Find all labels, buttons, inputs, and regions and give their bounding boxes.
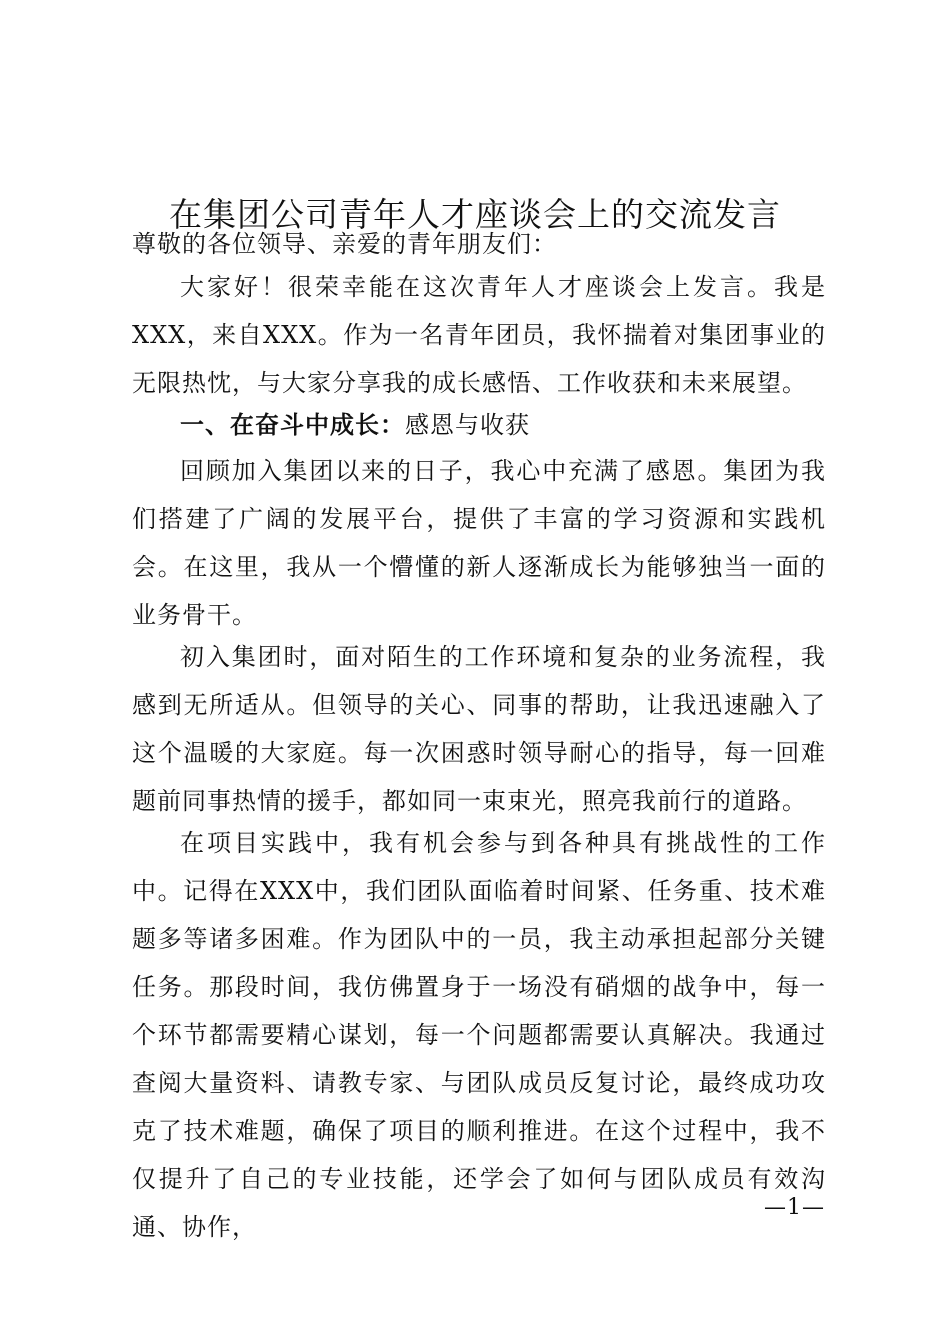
paragraph-1: 大家好！很荣幸能在这次青年人才座谈会上发言。我是XXX，来自XXX。作为一名青年团员，我怀揣着对集团事业的无限热忱，与大家分享我的成长感悟、工作收获和未来展望。 — [132, 273, 826, 397]
paragraph-4: 在项目实践中，我有机会参与到各种具有挑战性的工作中。记得在XXX中，我们团队面临着时间紧、任务重、技术难题多等诸多困难。作为团队中的一员，我主动承担起部分关键任务。那段时间，我仿佛置身于一场没有硝烟的战争中，每一个环节都需要精心谋划，每一个问题都需要认真解决。我通过查阅大量资料、请教专家、与团队成员反复讨论，最终成功攻克了技术难题，确保了项目的顺利推进。在这个过程中，我不仅提升了自己的专业技能，还学会了如何与团队成员有效沟通、协作， — [132, 829, 826, 1241]
paragraph-3: 初入集团时，面对陌生的工作环境和复杂的业务流程，我感到无所适从。但领导的关心、同事的帮助，让我迅速融入了这个温暖的大家庭。每一次困惑时领导耐心的指导，每一回难题前同事热情的援手，都如同一束束光，照亮我前行的道路。 — [132, 643, 826, 815]
salutation: 尊敬的各位领导、亲爱的青年朋友们： — [132, 230, 557, 258]
paragraph-2: 回顾加入集团以来的日子，我心中充满了感恩。集团为我们搭建了广阔的发展平台，提供了丰富的学习资源和实践机会。在这里，我从一个懵懂的新人逐渐成长为能够独当一面的业务骨干。 — [132, 457, 826, 629]
section-heading-1-bold: 一、在奋斗中成长： — [180, 411, 405, 439]
page-title: 在集团公司青年人才座谈会上的交流发言 — [169, 195, 781, 235]
section-heading-1-rest: 感恩与收获 — [405, 411, 530, 439]
section-heading-1 — [132, 401, 826, 449]
page-number: —1— — [764, 1195, 825, 1220]
